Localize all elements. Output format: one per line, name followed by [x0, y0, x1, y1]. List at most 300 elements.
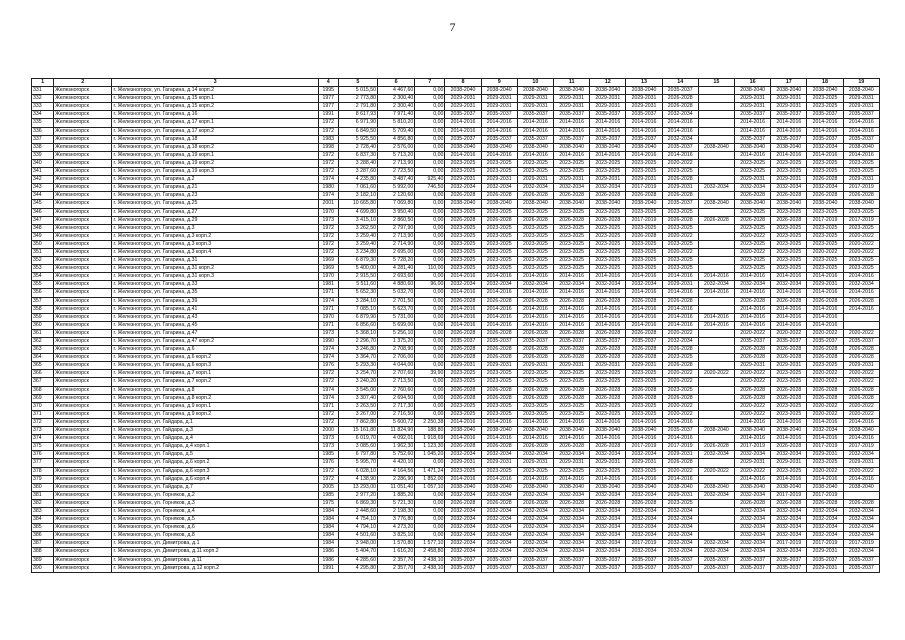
table-cell: 2014-2016	[807, 273, 843, 281]
table-cell: 378	[32, 467, 54, 475]
table-cell: 2023-2025	[626, 168, 662, 176]
table-row	[32, 459, 880, 467]
table-cell: 2014-2016	[445, 313, 481, 321]
table-cell: Железногорск	[54, 119, 112, 127]
column-number-cell: 3	[112, 79, 318, 87]
table-cell: 2038-2040	[771, 427, 807, 435]
table-cell: 5 400,00	[338, 265, 377, 273]
table-cell: 2038-2040	[735, 483, 771, 491]
table-cell	[698, 305, 734, 313]
table-cell	[698, 119, 734, 127]
table-cell: 2014-2016	[445, 321, 481, 329]
table-cell: 2038-2040	[590, 143, 626, 151]
table-cell: 2023-2025	[481, 257, 517, 265]
table-cell: 2014-2016	[807, 435, 843, 443]
table-cell: 1986	[318, 556, 338, 564]
table-cell: 2023-2025	[626, 257, 662, 265]
table-row	[32, 208, 880, 216]
table-cell: 2026-2028	[626, 354, 662, 362]
table-cell: 4 754,10	[338, 516, 377, 524]
table-cell: 2035-2037	[481, 564, 517, 572]
table-cell: 2029-2031	[590, 176, 626, 184]
table-cell: 2032-2034	[590, 548, 626, 556]
table-cell: 2035-2037	[843, 564, 879, 572]
table-cell: 2014-2016	[590, 305, 626, 313]
table-cell: 2014-2016	[807, 119, 843, 127]
table-row	[32, 87, 880, 95]
table-row	[32, 143, 880, 151]
table-cell: 2014-2016	[735, 273, 771, 281]
table-cell: г. Железногорск, ул. Димитрова, д.12 корп.2	[112, 564, 318, 572]
table-cell: Железногорск	[54, 176, 112, 184]
table-cell: 2014-2016	[445, 418, 481, 426]
table-cell: 2020-2022	[807, 370, 843, 378]
table-row	[32, 418, 880, 426]
table-cell	[698, 95, 734, 103]
table-cell: 0,00	[415, 321, 445, 329]
table-cell: 6 837,30	[338, 151, 377, 159]
table-cell: 2020-2022	[843, 378, 879, 386]
table-cell: 2020-2022	[662, 248, 698, 256]
table-cell: 2035-2037	[698, 556, 734, 564]
table-cell: 2023-2025	[590, 378, 626, 386]
table-row	[32, 532, 880, 540]
table-cell	[698, 402, 734, 410]
table-cell: 343	[32, 184, 54, 192]
table-cell: 4 420,10	[378, 459, 415, 467]
table-cell: 2026-2028	[554, 192, 590, 200]
table-cell: Железногорск	[54, 362, 112, 370]
table-cell: 1972	[318, 410, 338, 418]
table-cell: 6 856,60	[338, 321, 377, 329]
table-cell: 2014-2016	[771, 305, 807, 313]
table-cell: 5 256,10	[378, 329, 415, 337]
table-cell: 369	[32, 394, 54, 402]
table-cell: 2026-2028	[445, 329, 481, 337]
table-cell: 2035-2037	[517, 556, 553, 564]
table-cell: 2032-2034	[554, 524, 590, 532]
table-cell: 2038-2040	[445, 483, 481, 491]
table-cell: 2038-2040	[445, 143, 481, 151]
table-cell: 1972	[318, 418, 338, 426]
table-cell	[698, 338, 734, 346]
column-number-cell: 13	[626, 79, 662, 87]
table-cell: 2017-2019	[807, 540, 843, 548]
table-row	[32, 346, 880, 354]
table-cell: Железногорск	[54, 135, 112, 143]
table-cell: 2023-2025	[807, 232, 843, 240]
table-cell: 0,00	[415, 216, 445, 224]
table-cell: 1985	[318, 451, 338, 459]
table-cell: 2032-2034	[445, 491, 481, 499]
table-cell: 2026-2028	[807, 192, 843, 200]
table-row	[32, 386, 880, 394]
table-row	[32, 289, 880, 297]
table-cell: 2032-2034	[698, 281, 734, 289]
table-cell: 2035-2037	[590, 111, 626, 119]
table-cell: г. Железногорск, ул. Гагарина, д.7 корп.1	[112, 370, 318, 378]
table-cell: 2026-2028	[843, 297, 879, 305]
table-cell	[698, 87, 734, 95]
table-cell: 2023-2025	[735, 240, 771, 248]
table-cell: 2029-2031	[626, 459, 662, 467]
table-cell: 2023-2025	[517, 168, 553, 176]
table-cell: 0,00	[415, 273, 445, 281]
table-cell: г. Железногорск, ул. Гагарина, д.17 корп.2	[112, 127, 318, 135]
table-cell: 2023-2025	[445, 232, 481, 240]
table-cell: 2032-2034	[735, 532, 771, 540]
table-cell: 2014-2016	[626, 313, 662, 321]
table-cell: 2032-2034	[481, 281, 517, 289]
table-cell: 2035-2037	[662, 143, 698, 151]
table-cell: 2035-2037	[554, 556, 590, 564]
table-cell: 357	[32, 297, 54, 305]
table-cell: 2 693,60	[378, 273, 415, 281]
table-cell: 2023-2025	[445, 370, 481, 378]
table-cell: 2023-2025	[481, 232, 517, 240]
table-cell: 2023-2025	[517, 467, 553, 475]
table-cell: 1975	[318, 499, 338, 507]
table-cell: г. Железногорск, ул. Гагарина, д.47 корп.2	[112, 338, 318, 346]
table-cell: 1986	[318, 548, 338, 556]
table-cell: 2017-2019	[807, 443, 843, 451]
table-cell: 2035-2037	[771, 564, 807, 572]
table-cell: Железногорск	[54, 232, 112, 240]
table-cell: 2026-2028	[554, 499, 590, 507]
table-cell: г. Железногорск, ул. Гагарина, д.43	[112, 313, 318, 321]
table-cell: 2023-2025	[807, 224, 843, 232]
table-cell: Железногорск	[54, 87, 112, 95]
table-cell: Железногорск	[54, 313, 112, 321]
table-cell: г. Железногорск, ул. Гагарина, д.3	[112, 224, 318, 232]
table-cell: 2038-2040	[807, 200, 843, 208]
table-cell: 2038-2040	[771, 483, 807, 491]
table-cell: 2026-2028	[554, 394, 590, 402]
table-cell: 331	[32, 87, 54, 95]
table-cell: г. Железногорск, ул. Гагарина, д.45	[112, 321, 318, 329]
table-cell: 7 971,40	[378, 111, 415, 119]
table-cell: 2014-2016	[662, 119, 698, 127]
table-cell: 5 731,00	[378, 313, 415, 321]
table-cell: 0,00	[415, 516, 445, 524]
table-cell: 2032-2034	[735, 524, 771, 532]
table-cell: 390	[32, 564, 54, 572]
table-cell: 349	[32, 232, 54, 240]
table-cell: 0,00	[415, 103, 445, 111]
table-cell: г. Железногорск, ул. Гагарина, д.33	[112, 281, 318, 289]
table-cell: г. Железногорск, ул. Гагарина, д.19 корп.2	[112, 159, 318, 167]
table-cell: 2032-2034	[698, 540, 734, 548]
table-cell: 0,00	[415, 135, 445, 143]
table-cell: 2038-2040	[445, 87, 481, 95]
table-cell: 2029-2031	[807, 451, 843, 459]
table-cell: 2014-2016	[554, 313, 590, 321]
table-cell: 2023-2025	[517, 402, 553, 410]
table-cell: 2023-2025	[554, 224, 590, 232]
table-cell: 0,00	[415, 208, 445, 216]
table-cell: 2023-2025	[662, 265, 698, 273]
table-cell: Железногорск	[54, 540, 112, 548]
table-cell: 2023-2025	[626, 240, 662, 248]
table-cell: 1 471,24	[415, 467, 445, 475]
table-cell: 2014-2016	[626, 435, 662, 443]
table-cell: 2023-2025	[445, 168, 481, 176]
table-cell: 2 708,90	[378, 346, 415, 354]
table-cell: 2035-2037	[481, 556, 517, 564]
table-cell: 2023-2025	[554, 232, 590, 240]
table-cell: 2014-2016	[481, 127, 517, 135]
table-row	[32, 257, 880, 265]
table-cell: 1971	[318, 321, 338, 329]
table-cell: 7 061,60	[338, 184, 377, 192]
table-cell: 2026-2028	[626, 232, 662, 240]
table-cell: 2023-2025	[807, 240, 843, 248]
table-cell: 2032-2034	[481, 507, 517, 515]
table-cell: 388	[32, 548, 54, 556]
table-cell: 1971	[318, 289, 338, 297]
table-cell: 2023-2025	[590, 467, 626, 475]
table-cell: 2029-2031	[554, 459, 590, 467]
table-cell: 2032-2034	[735, 451, 771, 459]
table-row	[32, 168, 880, 176]
table-cell: 2038-2040	[554, 200, 590, 208]
table-cell: 2035-2037	[843, 338, 879, 346]
table-cell: 2020-2022	[662, 402, 698, 410]
table-cell: 2026-2028	[517, 443, 553, 451]
table-cell: 2014-2016	[554, 305, 590, 313]
table-cell: 2026-2028	[662, 192, 698, 200]
table-cell: 366	[32, 370, 54, 378]
table-cell: 2 714,90	[378, 240, 415, 248]
table-cell: 2038-2040	[481, 427, 517, 435]
table-cell: 2014-2016	[481, 273, 517, 281]
table-cell: 2 713,90	[378, 232, 415, 240]
table-cell: Железногорск	[54, 402, 112, 410]
table-cell: 1 918,69	[415, 435, 445, 443]
table-cell: 2014-2016	[517, 127, 553, 135]
table-row	[32, 119, 880, 127]
table-cell: 4 281,40	[378, 265, 415, 273]
table-cell: 2026-2028	[517, 216, 553, 224]
table-cell: 2014-2016	[735, 321, 771, 329]
table-cell: 2023-2025	[662, 499, 698, 507]
table-cell: 2038-2040	[481, 143, 517, 151]
table-cell: 1 123,30	[415, 443, 445, 451]
table-cell: 3 263,50	[338, 402, 377, 410]
table-cell	[698, 248, 734, 256]
table-cell: 2020-2022	[771, 329, 807, 337]
table-cell: 4 273,20	[378, 524, 415, 532]
table-cell: 2032-2034	[517, 184, 553, 192]
table-cell: г. Железногорск, ул. Гайдара, д.4 корп.1	[112, 443, 318, 451]
table-cell: 2029-2031	[735, 95, 771, 103]
table-cell: 2023-2025	[843, 208, 879, 216]
table-cell: г. Железногорск, ул. Гагарина, д.9 корп.1	[112, 402, 318, 410]
table-cell: 2014-2016	[698, 289, 734, 297]
table-cell: 2014-2016	[517, 119, 553, 127]
table-cell: 2014-2016	[807, 151, 843, 159]
table-cell: г. Железногорск, ул. Горняков, д.6	[112, 524, 318, 532]
table-cell: 2 773,80	[338, 95, 377, 103]
table-cell: 2035-2037	[517, 338, 553, 346]
table-cell: 2023-2025	[590, 370, 626, 378]
table-cell: 2038-2040	[590, 427, 626, 435]
table-cell: 2 458,80	[415, 548, 445, 556]
table-cell: 3 259,40	[338, 240, 377, 248]
table-cell: 2026-2028	[445, 346, 481, 354]
table-cell: 2026-2028	[662, 216, 698, 224]
table-cell: Железногорск	[54, 346, 112, 354]
table-cell: 2032-2034	[843, 451, 879, 459]
table-cell: 1972	[318, 127, 338, 135]
table-cell: Железногорск	[54, 451, 112, 459]
column-number-cell: 5	[338, 79, 377, 87]
table-cell: Железногорск	[54, 111, 112, 119]
table-cell: 2038-2040	[554, 87, 590, 95]
table-cell: 2026-2028	[445, 216, 481, 224]
table-cell: 2023-2025	[517, 410, 553, 418]
table-cell: 2 706,00	[378, 354, 415, 362]
table-cell: 2038-2040	[445, 427, 481, 435]
table-cell: 2023-2025	[481, 467, 517, 475]
table-cell: 1976	[318, 459, 338, 467]
table-cell: 2032-2034	[807, 507, 843, 515]
table-row	[32, 240, 880, 248]
table-cell: 2029-2031	[517, 103, 553, 111]
table-cell: 6 971,90	[338, 119, 377, 127]
table-cell: 1984	[318, 524, 338, 532]
table-cell: 2023-2025	[662, 386, 698, 394]
table-cell: 2023-2025	[554, 248, 590, 256]
table-cell: 1972	[318, 378, 338, 386]
table-cell: 2014-2016	[662, 475, 698, 483]
table-cell: 2017-2019	[843, 443, 879, 451]
table-cell: 1972	[318, 370, 338, 378]
table-cell: 2032-2034	[771, 516, 807, 524]
table-cell: 375	[32, 443, 54, 451]
table-cell	[843, 321, 879, 329]
table-cell	[698, 354, 734, 362]
table-cell	[698, 297, 734, 305]
table-cell: 5 728,20	[378, 257, 415, 265]
table-cell: 2023-2025	[662, 224, 698, 232]
table-cell: г. Железногорск, ул. Димитрова, д.11 корп.2	[112, 548, 318, 556]
table-cell: 2023-2025	[807, 95, 843, 103]
table-cell: 2026-2028	[445, 354, 481, 362]
table-cell: 2032-2034	[590, 516, 626, 524]
table-cell: 2020-2022	[662, 159, 698, 167]
table-cell: 5 404,70	[338, 548, 377, 556]
table-row	[32, 491, 880, 499]
table-cell: г. Железногорск, ул. Гагарина, д.25	[112, 200, 318, 208]
table-cell: 381	[32, 491, 54, 499]
table-row	[32, 103, 880, 111]
table-cell: 360	[32, 321, 54, 329]
table-row	[32, 443, 880, 451]
table-cell: 3 234,80	[338, 248, 377, 256]
table-cell: 2026-2028	[590, 297, 626, 305]
table-row	[32, 192, 880, 200]
table-cell: 2038-2040	[445, 200, 481, 208]
table-cell: Железногорск	[54, 192, 112, 200]
table-row	[32, 216, 880, 224]
table-cell: 2020-2022	[735, 467, 771, 475]
column-number-cell: 12	[590, 79, 626, 87]
table-cell: 2035-2037	[771, 135, 807, 143]
table-cell: г. Железногорск, ул. Гагарина, д.6	[112, 346, 318, 354]
table-cell: Железногорск	[54, 273, 112, 281]
table-cell: 386	[32, 532, 54, 540]
table-row	[32, 507, 880, 515]
table-cell: 2014-2016	[554, 289, 590, 297]
table-row	[32, 467, 880, 475]
table-cell: 2014-2016	[590, 289, 626, 297]
table-cell: Железногорск	[54, 443, 112, 451]
table-row	[32, 248, 880, 256]
table-cell: 374	[32, 435, 54, 443]
table-cell: 2 357,70	[378, 556, 415, 564]
table-cell: 2032-2034	[590, 540, 626, 548]
table-cell: 2 713,50	[378, 378, 415, 386]
table-cell	[698, 159, 734, 167]
table-cell: 2032-2034	[735, 516, 771, 524]
table-cell: 2026-2028	[626, 386, 662, 394]
table-cell: 2029-2031	[481, 459, 517, 467]
table-cell: 2014-2016	[662, 127, 698, 135]
table-cell: 2014-2016	[590, 475, 626, 483]
table-cell: Железногорск	[54, 418, 112, 426]
table-cell: 2029-2031	[517, 459, 553, 467]
table-cell: г. Железногорск, ул. Гагарина, д.8	[112, 386, 318, 394]
table-cell: 2023-2025	[590, 224, 626, 232]
table-cell: 2032-2034	[445, 516, 481, 524]
table-cell: 2023-2025	[590, 240, 626, 248]
table-cell: 2023-2025	[554, 208, 590, 216]
table-cell: 2023-2025	[517, 378, 553, 386]
table-cell: 2023-2025	[807, 168, 843, 176]
table-row	[32, 475, 880, 483]
table-cell: 110,00	[415, 265, 445, 273]
table-cell: 2026-2028	[626, 346, 662, 354]
table-cell: 5 623,70	[378, 305, 415, 313]
table-cell: г. Железногорск, ул. Гагарина, д.15 корп.2	[112, 103, 318, 111]
table-cell: 2032-2034	[662, 111, 698, 119]
table-cell: 2020-2022	[843, 410, 879, 418]
table-cell: Железногорск	[54, 329, 112, 337]
table-cell: 5 709,40	[378, 127, 415, 135]
table-cell: 4 235,80	[338, 176, 377, 184]
column-number-cell: 8	[445, 79, 481, 87]
table-cell: 2032-2034	[843, 516, 879, 524]
table-cell: 2014-2016	[517, 313, 553, 321]
table-cell: Железногорск	[54, 297, 112, 305]
table-cell: 2023-2025	[626, 224, 662, 232]
table-cell: 2038-2040	[554, 483, 590, 491]
table-cell: 2023-2025	[517, 208, 553, 216]
table-cell: 2023-2025	[517, 224, 553, 232]
table-cell: 2026-2028	[807, 499, 843, 507]
table-cell: 2029-2031	[735, 459, 771, 467]
table-cell: 2 300,40	[378, 95, 415, 103]
table-cell: 359	[32, 313, 54, 321]
table-cell: 2017-2019	[626, 184, 662, 192]
table-cell: 96,00	[415, 281, 445, 289]
table-cell: 2029-2031	[843, 95, 879, 103]
table-cell: 2029-2031	[662, 184, 698, 192]
table-cell: 1 057,10	[415, 483, 445, 491]
table-cell: г. Железногорск, ул. Гагарина, д.3 корп.3	[112, 240, 318, 248]
table-cell: 925,40	[415, 176, 445, 184]
